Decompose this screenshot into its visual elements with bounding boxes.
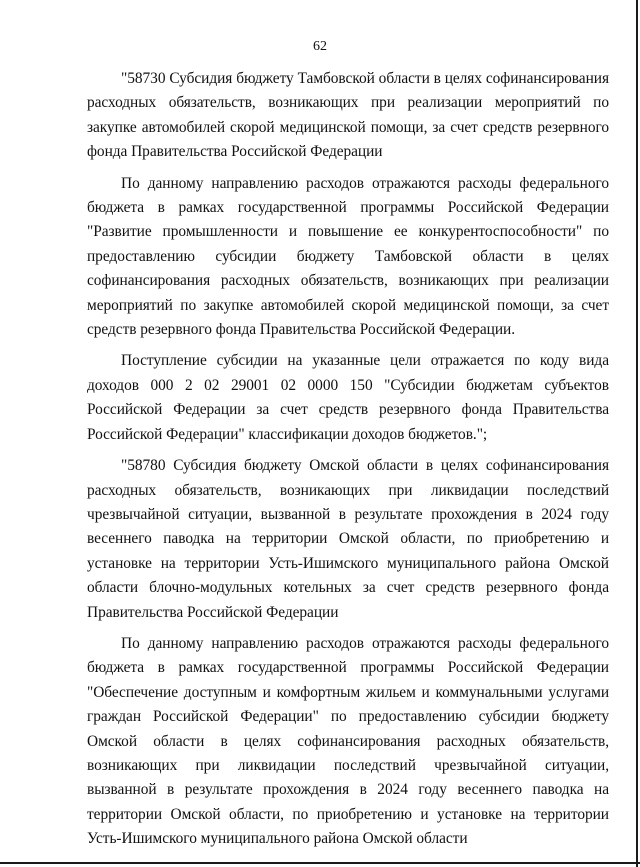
- scan-edge-bottom: [0, 862, 640, 864]
- paragraph-subsidy-58730-income-code: Поступление субсидии на указанные цели отражается по коду вида доходов 000 2 02 29001 02 0000 150 "Субсидии бюджетам субъектов Российской Федерации за счет средств резервного фонда Правительства Российской Федерации" классификации доходов бюджетов.";: [87, 352, 609, 443]
- paragraph-subsidy-58780-description: По данному направлению расходов отражаются расходы федерального бюджета в рамках государственной программы Российской Федерации "Обеспечение доступным и комфортным жильем и коммунальными услугами граждан Российской Федерации" по предоставлению субсидии бюджету Омской области в целях софинансирования расходных обязательств, возникающих при ликвидации последствий чрезвычайной ситуации, вызванной в результате прохождения в 2024 году весеннего паводка на территории Омской области, по приобретению и установке на территории Усть-Ишимского муниципального района Омской области: [87, 634, 609, 848]
- scan-edge-right: [636, 0, 638, 867]
- page-number: 62: [313, 39, 327, 54]
- paragraph-subsidy-58780-title: "58780 Субсидия бюджету Омской области в целях софинансирования расходных обязательств, возникающих при ликвидации последствий чрезвычайной ситуации, вызванной в результате прохождения в 2024 году весеннего паводка на территории Омской области, по приобретению и установке на территории Усть-Ишимского муниципального района Омской области блочно-модульных котельных за счет средств резервного фонда Правительства Российской Федерации: [87, 457, 609, 621]
- paragraph-subsidy-58730-title: "58730 Субсидия бюджету Тамбовской области в целях софинансирования расходных обязательств, возникающих при реализации мероприятий по закупке автомобилей скорой медицинской помощи, за счет средств резервного фонда Правительства Российской Федерации: [87, 70, 609, 161]
- paragraph-subsidy-58730-description: По данному направлению расходов отражаются расходы федерального бюджета в рамках государственной программы Российской Федерации "Развитие промышленности и повышение ее конкурентоспособности" по предоставлению субсидии бюджету Тамбовской области в целях софинансирования расходных обязательств, возникающих при реализации мероприятий по закупке автомобилей скорой медицинской помощи, за счет средств резервного фонда Правительства Российской Федерации.: [87, 174, 609, 339]
- document-body: [87, 67, 609, 859]
